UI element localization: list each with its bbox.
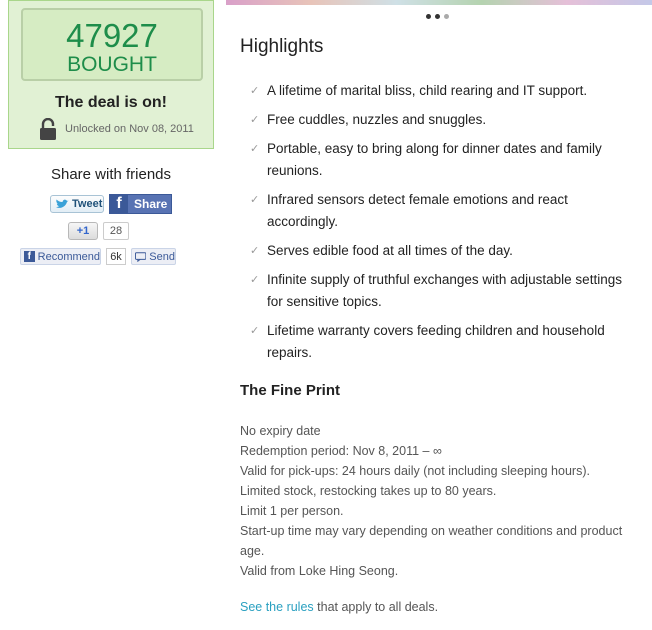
padlock-icon: [39, 118, 57, 140]
checkmark-icon: ✓: [250, 114, 260, 126]
facebook-share-label: Share: [134, 197, 168, 211]
fine-print-line: Limited stock, restocking takes up to 80 years.: [240, 484, 497, 498]
rules-suffix: that apply to all deals.: [313, 600, 439, 614]
highlights-list: [250, 80, 635, 371]
deal-status-text: The deal is on!: [54, 94, 167, 111]
checkmark-icon: ✓: [250, 325, 260, 337]
list-item: ✓ Infinite supply of truthful exchanges with adjustable settings for sensitive topics.: [250, 269, 635, 313]
facebook-send-button[interactable]: [131, 248, 176, 265]
list-item: ✓ Free cuddles, nuzzles and snuggles.: [250, 109, 635, 131]
rules-note: [240, 600, 438, 614]
checkmark-icon: ✓: [250, 245, 260, 257]
facebook-share-button[interactable]: [109, 194, 172, 214]
fine-print-line: Limit 1 per person.: [240, 504, 344, 518]
bought-count: 47927: [66, 17, 158, 54]
send-label: Send: [149, 250, 175, 263]
fine-print-line: Valid for pick-ups: 24 hours daily (not including sleeping hours).: [240, 464, 590, 478]
checkmark-icon: ✓: [250, 274, 260, 286]
deal-status-panel: [8, 0, 214, 149]
share-heading: Share with friends: [50, 166, 172, 183]
deal-image[interactable]: [226, 0, 652, 5]
bought-label: BOUGHT: [67, 53, 157, 76]
facebook-icon: f: [110, 195, 128, 213]
google-plusone-button[interactable]: [68, 222, 98, 240]
see-rules-link[interactable]: See the rules: [240, 600, 314, 614]
bought-counter: [21, 8, 203, 81]
fine-print-line: Valid from Loke Hing Seong.: [240, 564, 399, 578]
facebook-recommend-button[interactable]: [20, 248, 101, 265]
carousel-dots[interactable]: [426, 14, 449, 19]
twitter-bird-icon: [55, 199, 69, 210]
list-item: ✓ Portable, easy to bring along for dinner dates and family reunions.: [250, 138, 635, 182]
checkmark-icon: ✓: [250, 143, 260, 155]
carousel-dot[interactable]: [435, 14, 440, 19]
list-item: ✓ A lifetime of marital bliss, child rearing and IT support.: [250, 80, 635, 102]
facebook-icon: f: [24, 251, 35, 262]
fine-print-heading: The Fine Print: [240, 382, 341, 399]
list-item: ✓ Infrared sensors detect female emotions and react accordingly.: [250, 189, 635, 233]
speech-bubble-icon: [135, 252, 146, 262]
list-item: ✓ Lifetime warranty covers feeding children and household repairs.: [250, 320, 635, 364]
fine-print-line: Start-up time may vary depending on weather conditions and product age.: [240, 524, 623, 558]
fine-print-line: Redemption period: Nov 8, 2011 – ∞: [240, 444, 442, 458]
fine-print-list: [240, 421, 640, 581]
plusone-label: +1: [76, 225, 90, 237]
carousel-dot[interactable]: [426, 14, 431, 19]
highlights-heading: Highlights: [240, 36, 324, 57]
recommend-count: 6k: [106, 248, 126, 265]
unlocked-info: [39, 118, 194, 140]
carousel-dot[interactable]: [444, 14, 449, 19]
unlocked-date: Unlocked on Nov 08, 2011: [65, 123, 194, 135]
list-item: ✓ Serves edible food at all times of the day.: [250, 240, 635, 262]
plusone-count: 28: [103, 222, 129, 240]
checkmark-icon: ✓: [250, 85, 260, 97]
tweet-label: Tweet: [72, 198, 103, 210]
recommend-label: Recommend: [37, 250, 100, 263]
checkmark-icon: ✓: [250, 194, 260, 206]
tweet-button[interactable]: [50, 195, 104, 213]
fine-print-line: No expiry date: [240, 424, 321, 438]
